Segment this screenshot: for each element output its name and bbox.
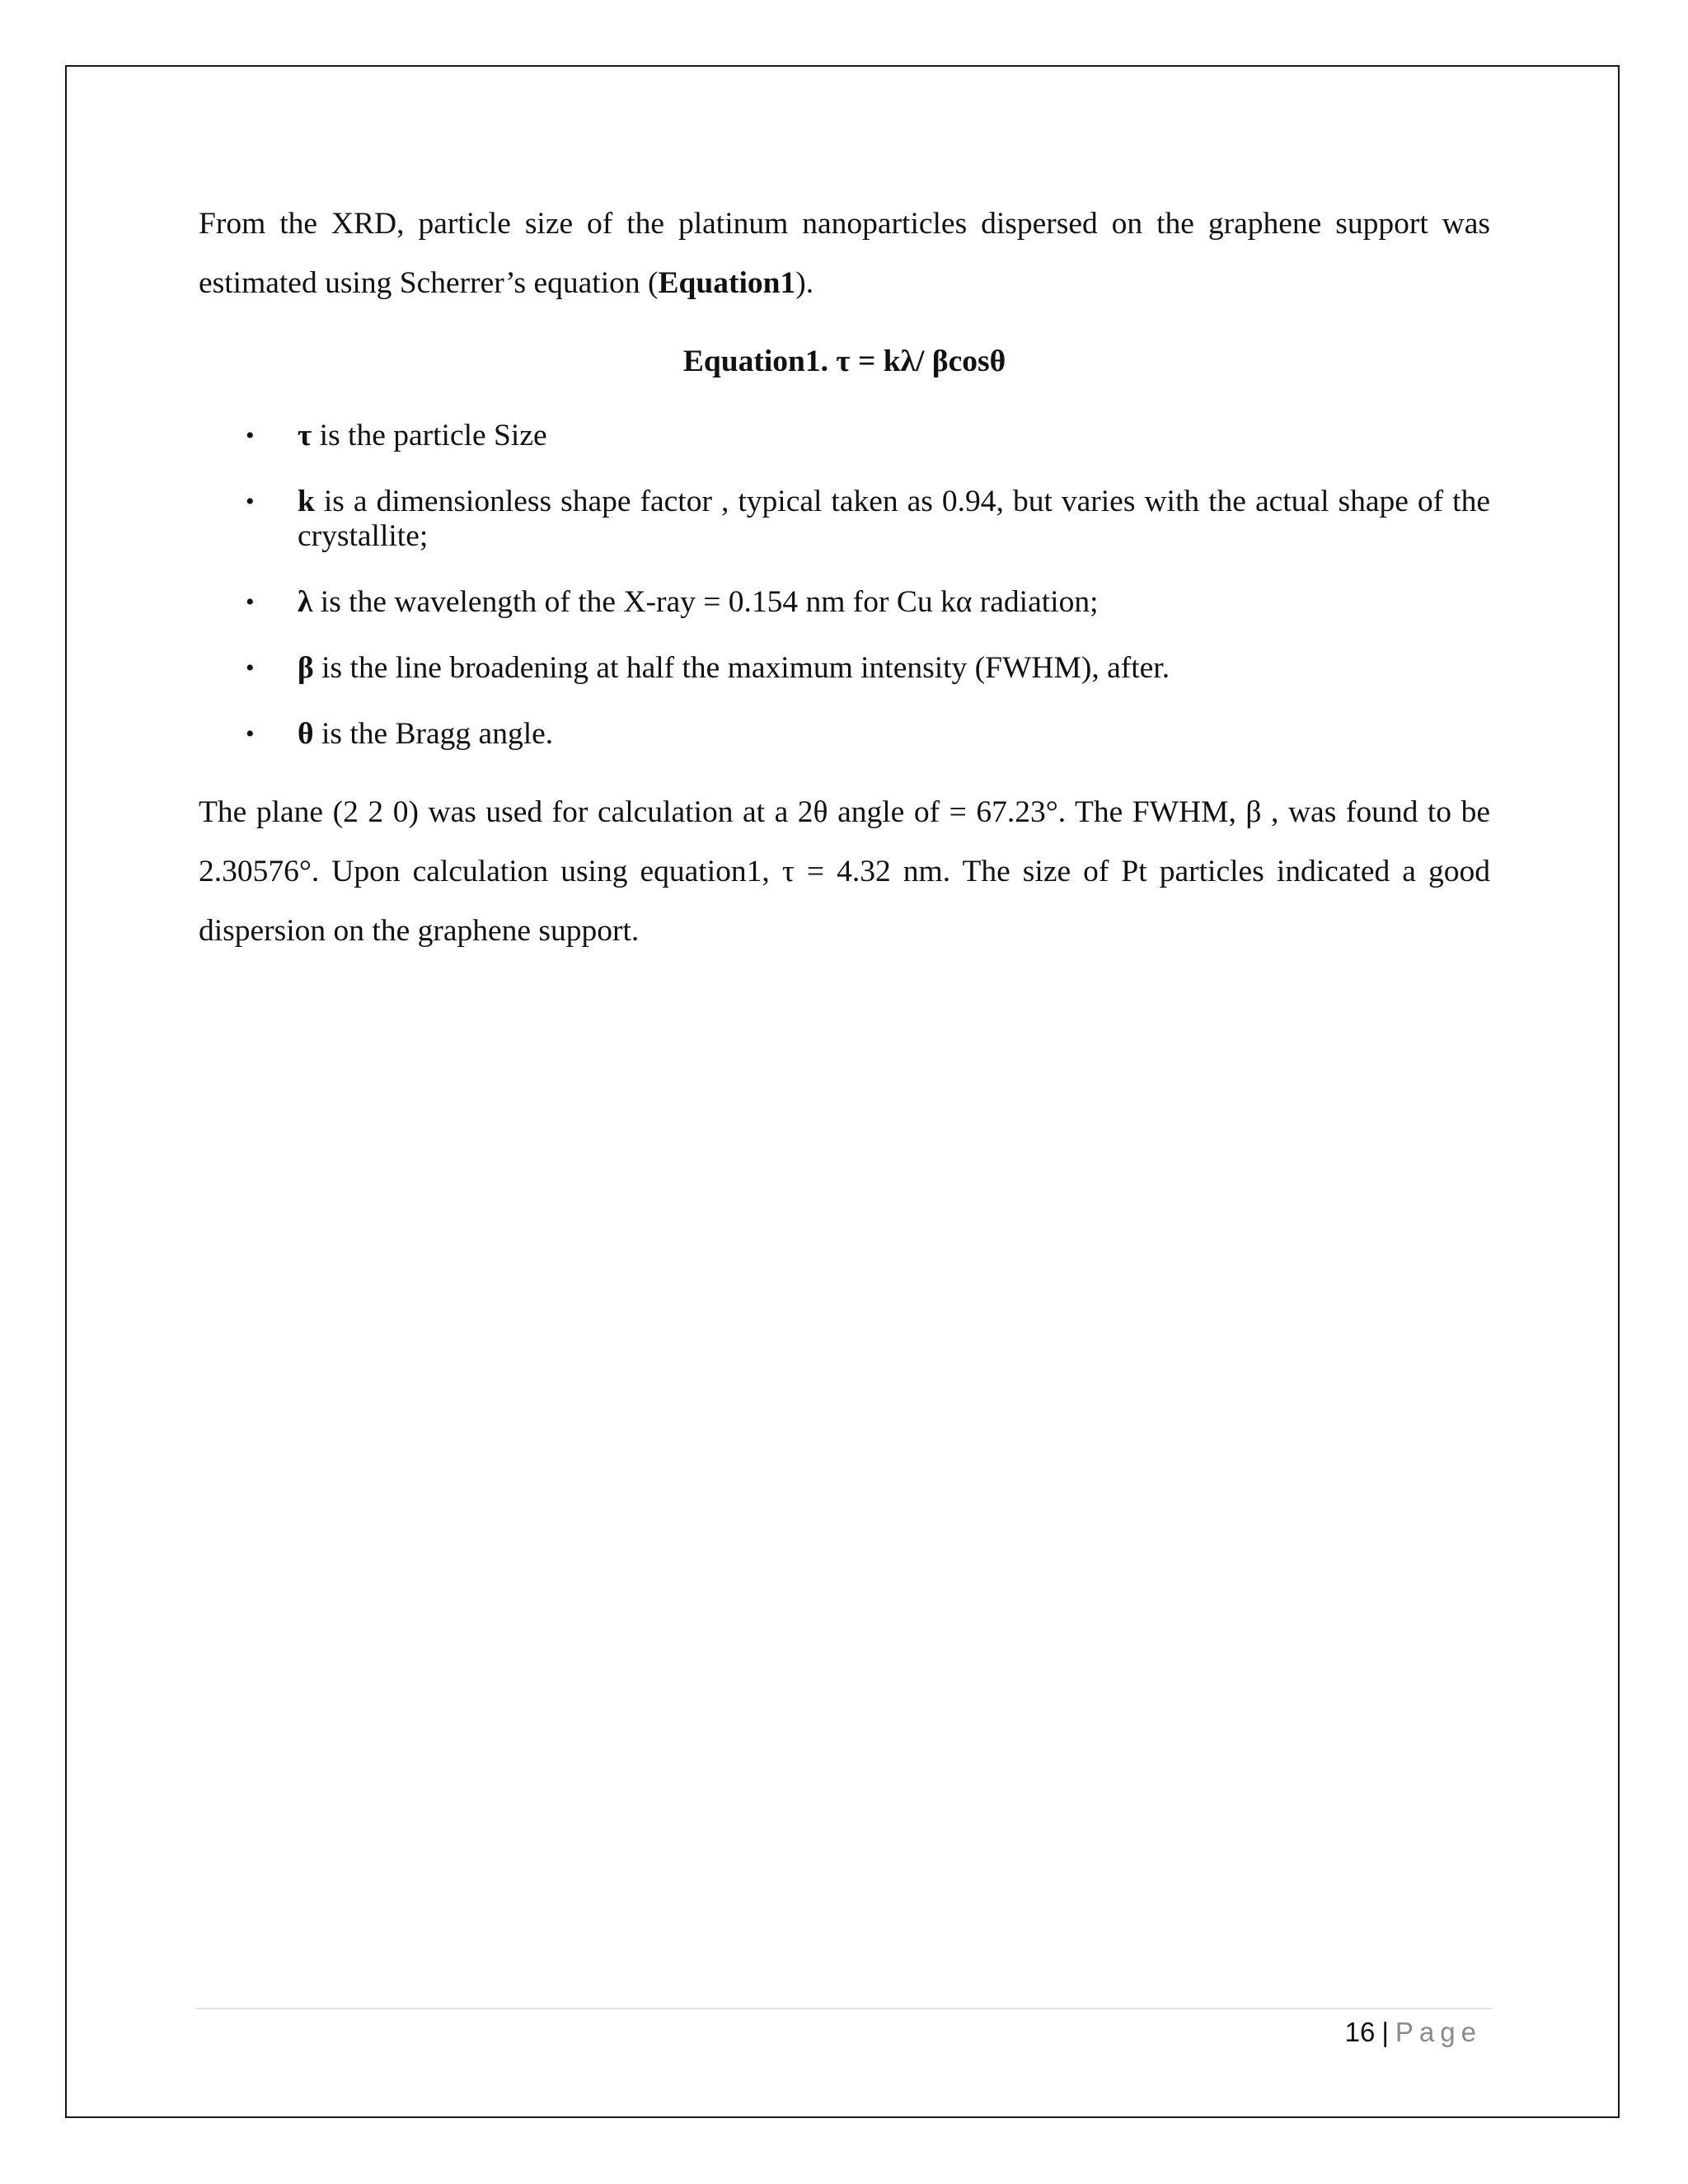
term-description: is a dimensionless shape factor , typical taken as 0.94, but varies with the actual shape of the crystallite; xyxy=(298,485,1490,553)
bullet: • xyxy=(246,720,255,748)
term-description: is the particle Size xyxy=(312,419,547,452)
page-label: Page xyxy=(1395,2017,1482,2047)
equation-terms-list xyxy=(199,419,1490,752)
term-symbol: θ xyxy=(298,717,314,751)
list-item xyxy=(199,485,1490,554)
list-item xyxy=(199,419,1490,453)
term-description: is the wavelength of the X-ray = 0.154 nm for Cu kα radiation; xyxy=(312,585,1099,619)
document-body xyxy=(199,194,1490,961)
results-paragraph: The plane (2 2 0) was used for calculation at a 2θ angle of = 67.23°. The FWHM, β , was found to be 2.30576°. Upon calculation using equation1, τ = 4.32 nm. The size of Pt particles indicated a good dispersion on the graphene support. xyxy=(199,795,1490,948)
term-symbol: τ xyxy=(298,419,312,452)
intro-text: From the XRD, particle size of the platinum nanoparticles dispersed on the graphene support was estimated using Scherrer’s equation ( xyxy=(199,207,1490,300)
bullet: • xyxy=(246,588,255,616)
bullet: • xyxy=(246,422,255,449)
intro-text-end: ). xyxy=(795,266,814,300)
list-item xyxy=(199,717,1490,752)
bullet: • xyxy=(246,488,255,515)
list-item xyxy=(199,651,1490,686)
footer-separator: | xyxy=(1381,2017,1389,2047)
term-description: is the line broadening at half the maximum intensity (FWHM), after. xyxy=(313,651,1170,685)
list-item xyxy=(199,585,1490,620)
page-footer xyxy=(1345,2014,1482,2050)
bullet: • xyxy=(246,654,255,682)
term-symbol: β xyxy=(298,651,314,685)
scherrer-equation: Equation1. τ = kλ/ βcosθ xyxy=(682,344,1006,378)
footer-divider xyxy=(195,2008,1493,2009)
equation-reference: Equation1 xyxy=(658,266,796,300)
term-symbol: k xyxy=(298,485,315,518)
page-number: 16 xyxy=(1344,2017,1376,2047)
term-symbol: λ xyxy=(298,585,313,619)
term-description: is the Bragg angle. xyxy=(313,717,554,751)
intro-paragraph xyxy=(199,194,1490,313)
